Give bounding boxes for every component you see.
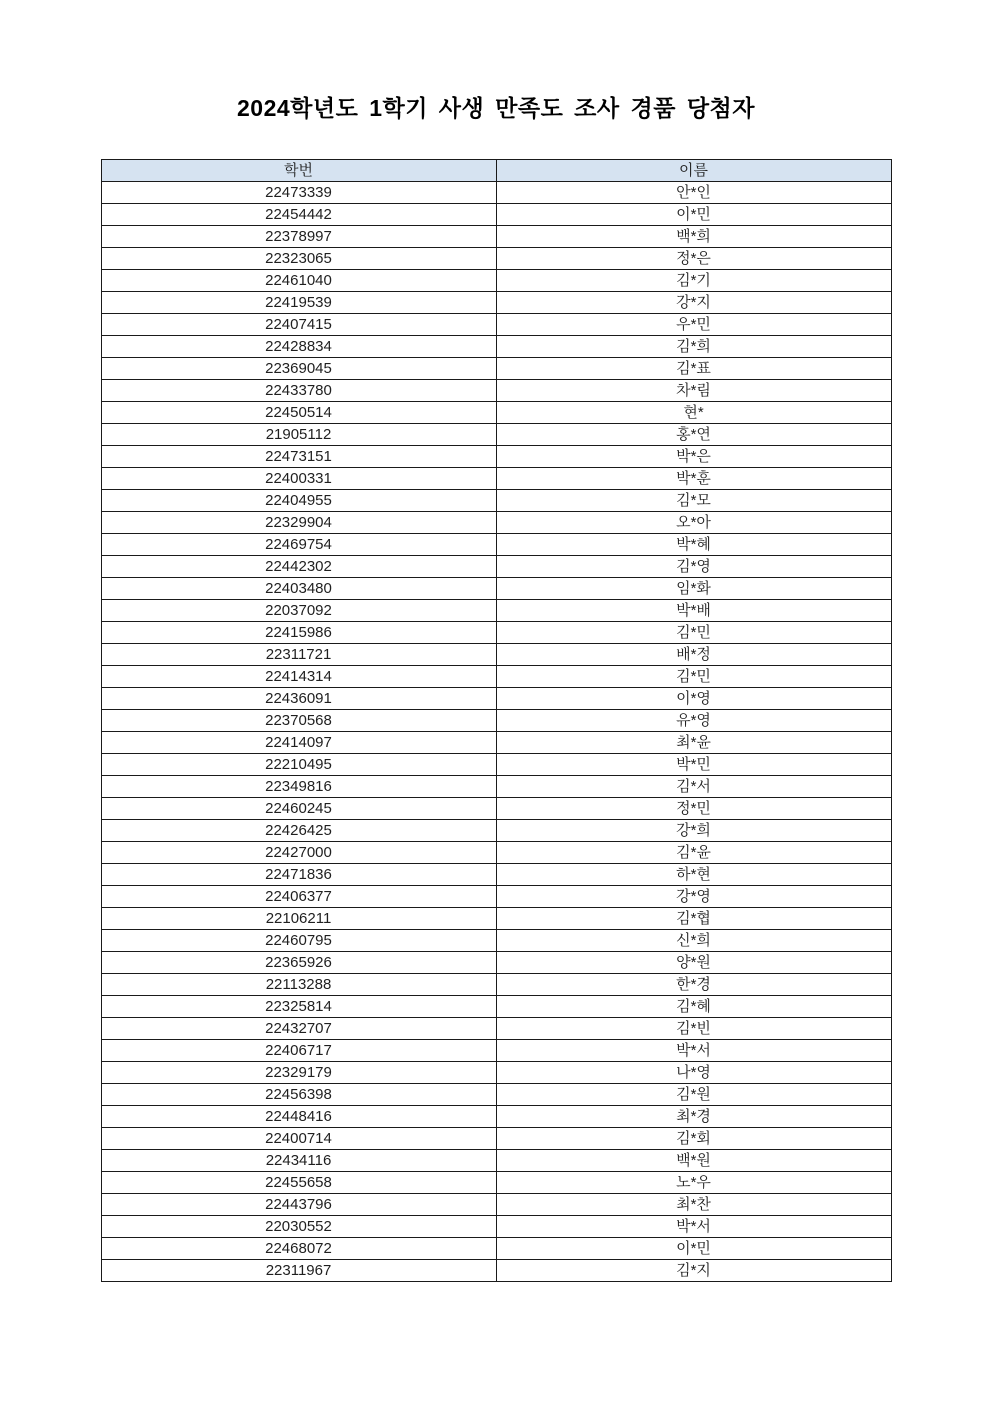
student-id-cell: 22434116: [101, 1150, 496, 1172]
table-row: [101, 1216, 891, 1238]
table-row: [101, 490, 891, 512]
student-name-cell: 백*원: [496, 1150, 891, 1172]
student-name-cell: 박*배: [496, 600, 891, 622]
student-name-cell: 이*민: [496, 1238, 891, 1260]
table-row: [101, 358, 891, 380]
student-name-cell: 홍*연: [496, 424, 891, 446]
student-name-cell: 김*기: [496, 270, 891, 292]
table-row: [101, 468, 891, 490]
student-id-cell: 22432707: [101, 1018, 496, 1040]
student-name-cell: 최*경: [496, 1106, 891, 1128]
student-id-cell: 22113288: [101, 974, 496, 996]
table-row: [101, 270, 891, 292]
student-id-cell: 22323065: [101, 248, 496, 270]
table-row: [101, 754, 891, 776]
student-name-cell: 박*민: [496, 754, 891, 776]
student-id-cell: 22456398: [101, 1084, 496, 1106]
table-row: [101, 1128, 891, 1150]
table-row: [101, 864, 891, 886]
student-id-cell: 22428834: [101, 336, 496, 358]
student-id-cell: 22369045: [101, 358, 496, 380]
student-name-cell: 강*영: [496, 886, 891, 908]
table-row: [101, 292, 891, 314]
student-name-cell: 박*은: [496, 446, 891, 468]
student-name-cell: 차*림: [496, 380, 891, 402]
student-name-cell: 현*: [496, 402, 891, 424]
student-id-cell: 22037092: [101, 600, 496, 622]
table-row: [101, 1018, 891, 1040]
student-name-cell: 배*정: [496, 644, 891, 666]
table-row: [101, 1238, 891, 1260]
table-row: [101, 1106, 891, 1128]
table-row: [101, 622, 891, 644]
table-row: [101, 446, 891, 468]
table-row: [101, 600, 891, 622]
student-id-cell: 22448416: [101, 1106, 496, 1128]
student-name-cell: 김*윤: [496, 842, 891, 864]
student-id-cell: 22414314: [101, 666, 496, 688]
student-name-cell: 우*민: [496, 314, 891, 336]
table-body: [101, 182, 891, 1282]
student-name-cell: 최*윤: [496, 732, 891, 754]
student-id-cell: 22210495: [101, 754, 496, 776]
student-id-cell: 22030552: [101, 1216, 496, 1238]
student-id-cell: 22419539: [101, 292, 496, 314]
student-id-cell: 22427000: [101, 842, 496, 864]
student-id-cell: 22311721: [101, 644, 496, 666]
student-name-cell: 김*혜: [496, 996, 891, 1018]
student-name-cell: 김*희: [496, 336, 891, 358]
table-row: [101, 512, 891, 534]
student-name-cell: 나*영: [496, 1062, 891, 1084]
student-id-cell: 22378997: [101, 226, 496, 248]
student-name-cell: 김*영: [496, 556, 891, 578]
student-name-cell: 박*혜: [496, 534, 891, 556]
column-header-name: 이름: [496, 160, 891, 182]
student-id-cell: 22450514: [101, 402, 496, 424]
table-row: [101, 710, 891, 732]
student-name-cell: 박*훈: [496, 468, 891, 490]
student-id-cell: 22407415: [101, 314, 496, 336]
student-id-cell: 22415986: [101, 622, 496, 644]
table-row: [101, 314, 891, 336]
student-name-cell: 김*협: [496, 908, 891, 930]
table-row: [101, 402, 891, 424]
header-row: [101, 160, 891, 182]
table-row: [101, 952, 891, 974]
student-name-cell: 김*민: [496, 622, 891, 644]
student-name-cell: 백*희: [496, 226, 891, 248]
student-name-cell: 오*아: [496, 512, 891, 534]
student-id-cell: 22471836: [101, 864, 496, 886]
student-name-cell: 노*우: [496, 1172, 891, 1194]
table-row: [101, 842, 891, 864]
column-header-student-id: 학번: [101, 160, 496, 182]
table-row: [101, 204, 891, 226]
student-name-cell: 박*서: [496, 1040, 891, 1062]
table-row: [101, 226, 891, 248]
student-id-cell: 21905112: [101, 424, 496, 446]
table-row: [101, 1084, 891, 1106]
student-id-cell: 22443796: [101, 1194, 496, 1216]
student-id-cell: 22349816: [101, 776, 496, 798]
student-id-cell: 22311967: [101, 1260, 496, 1282]
table-row: [101, 182, 891, 204]
winners-table-container: [101, 159, 892, 1282]
table-row: [101, 908, 891, 930]
student-id-cell: 22433780: [101, 380, 496, 402]
student-id-cell: 22325814: [101, 996, 496, 1018]
table-row: [101, 688, 891, 710]
table-row: [101, 336, 891, 358]
table-row: [101, 248, 891, 270]
student-name-cell: 이*영: [496, 688, 891, 710]
table-row: [101, 1260, 891, 1282]
student-name-cell: 김*지: [496, 1260, 891, 1282]
table-row: [101, 644, 891, 666]
table-row: [101, 776, 891, 798]
student-id-cell: 22400714: [101, 1128, 496, 1150]
table-row: [101, 578, 891, 600]
student-name-cell: 김*회: [496, 1128, 891, 1150]
student-name-cell: 박*서: [496, 1216, 891, 1238]
student-id-cell: 22329904: [101, 512, 496, 534]
student-id-cell: 22403480: [101, 578, 496, 600]
table-row: [101, 1062, 891, 1084]
student-id-cell: 22436091: [101, 688, 496, 710]
table-row: [101, 1194, 891, 1216]
table-row: [101, 380, 891, 402]
student-name-cell: 김*원: [496, 1084, 891, 1106]
student-id-cell: 22455658: [101, 1172, 496, 1194]
student-name-cell: 하*현: [496, 864, 891, 886]
student-id-cell: 22406717: [101, 1040, 496, 1062]
student-id-cell: 22426425: [101, 820, 496, 842]
student-id-cell: 22461040: [101, 270, 496, 292]
table-row: [101, 820, 891, 842]
student-id-cell: 22468072: [101, 1238, 496, 1260]
student-name-cell: 정*민: [496, 798, 891, 820]
student-name-cell: 정*은: [496, 248, 891, 270]
student-name-cell: 유*영: [496, 710, 891, 732]
student-name-cell: 김*민: [496, 666, 891, 688]
table-row: [101, 1040, 891, 1062]
student-id-cell: 22442302: [101, 556, 496, 578]
student-name-cell: 강*지: [496, 292, 891, 314]
table-row: [101, 732, 891, 754]
table-row: [101, 886, 891, 908]
table-row: [101, 974, 891, 996]
table-row: [101, 666, 891, 688]
student-id-cell: 22106211: [101, 908, 496, 930]
student-name-cell: 최*찬: [496, 1194, 891, 1216]
student-id-cell: 22473151: [101, 446, 496, 468]
student-name-cell: 김*표: [496, 358, 891, 380]
student-id-cell: 22469754: [101, 534, 496, 556]
student-name-cell: 이*민: [496, 204, 891, 226]
student-id-cell: 22460795: [101, 930, 496, 952]
student-name-cell: 임*화: [496, 578, 891, 600]
table-row: [101, 798, 891, 820]
table-row: [101, 996, 891, 1018]
student-id-cell: 22329179: [101, 1062, 496, 1084]
table-row: [101, 1150, 891, 1172]
table-row: [101, 534, 891, 556]
table-row: [101, 930, 891, 952]
student-name-cell: 한*경: [496, 974, 891, 996]
student-name-cell: 김*모: [496, 490, 891, 512]
student-id-cell: 22400331: [101, 468, 496, 490]
student-name-cell: 강*희: [496, 820, 891, 842]
winners-table: [101, 159, 892, 1282]
student-id-cell: 22460245: [101, 798, 496, 820]
student-id-cell: 22414097: [101, 732, 496, 754]
student-name-cell: 안*인: [496, 182, 891, 204]
student-id-cell: 22370568: [101, 710, 496, 732]
student-id-cell: 22406377: [101, 886, 496, 908]
table-header: [101, 160, 891, 182]
table-row: [101, 424, 891, 446]
student-id-cell: 22365926: [101, 952, 496, 974]
student-name-cell: 김*서: [496, 776, 891, 798]
student-name-cell: 양*원: [496, 952, 891, 974]
student-id-cell: 22454442: [101, 204, 496, 226]
student-id-cell: 22404955: [101, 490, 496, 512]
table-row: [101, 1172, 891, 1194]
page-title: 2024학년도 1학기 사생 만족도 조사 경품 당첨자: [236, 95, 755, 121]
student-id-cell: 22473339: [101, 182, 496, 204]
student-name-cell: 김*빈: [496, 1018, 891, 1040]
student-name-cell: 신*희: [496, 930, 891, 952]
table-row: [101, 556, 891, 578]
